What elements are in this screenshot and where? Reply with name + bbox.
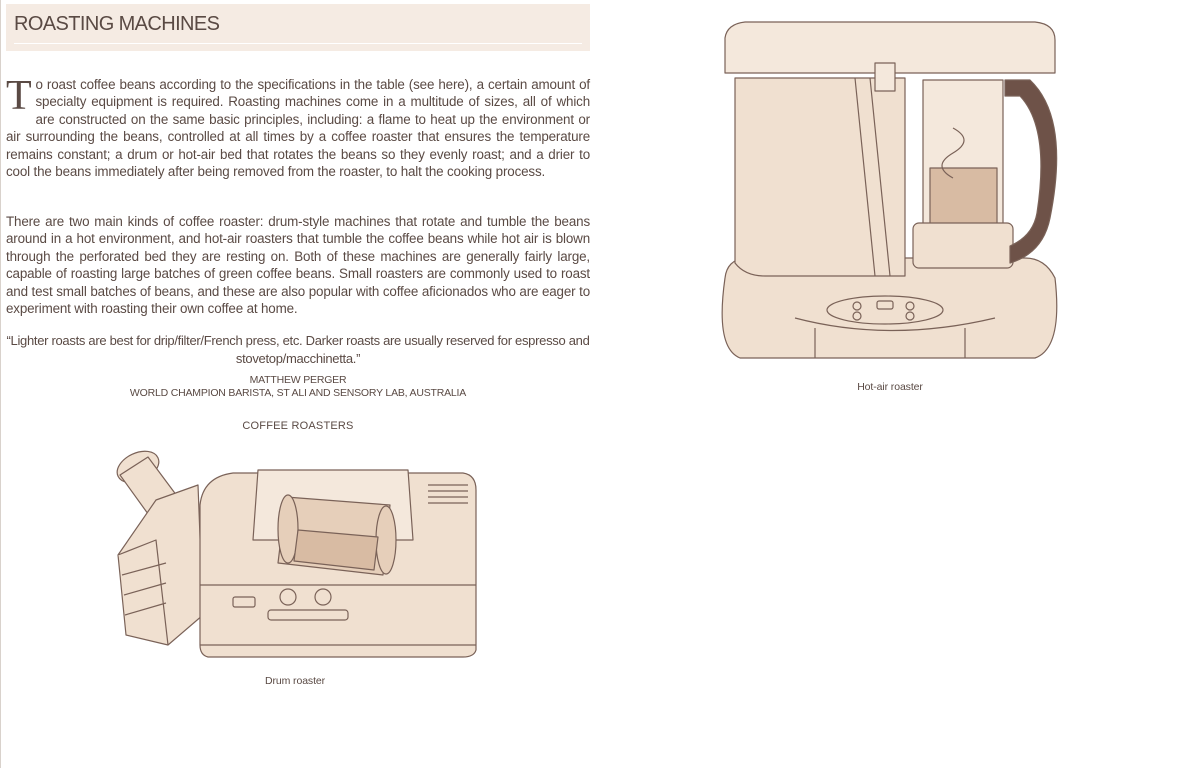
hot-air-roaster-illustration [705, 18, 1075, 373]
pull-quote: “Lighter roasts are best for drip/filter/French press, etc. Darker roasts are usually reserved for espresso and stovetop/macchinetta.” [6, 333, 590, 366]
intro-paragraph-text: o roast coffee beans according to the specifications in the table (see here), a certain amount of specialty equipment is required. Roasting machines come in a multitude of sizes, all of which are constructed on the same basic principles, including: a flame to heat up the environment or air surrounding the beans, controlled at all times by a coffee roaster that ensures the temperature remains constant; a drum or hot-air bed that rotates the beans so they evenly roast; and a drier to cool the beans immediately after being removed from the roaster, to halt the cooking process. [6, 77, 590, 180]
header-rule [14, 43, 582, 44]
roaster-types-paragraph: There are two main kinds of coffee roaster: drum-style machines that rotate and tumble the beans around in a hot environment, and hot-air roasters that tumble the coffee beans while hot air is blown through the perforated bed they are resting on. Both of these machines are generally fairly large, capable of roasting large batches of green coffee beans. Small roasters are commonly used to roast and test small batches of beans, and these are also popular with coffee aficionados who are eager to experiment with roasting their own coffee at home. [6, 214, 590, 317]
section-header [6, 4, 590, 51]
intro-paragraph [6, 73, 590, 180]
quote-author: MATTHEW PERGER [249, 374, 347, 386]
drum-roaster-illustration [108, 445, 488, 675]
drum-roaster-caption: Drum roaster [264, 675, 326, 687]
hot-air-roaster-caption: Hot-air roaster [857, 381, 923, 393]
drop-cap: T [6, 73, 32, 119]
page-title: ROASTING MACHINES [14, 13, 220, 35]
quote-author-role: WORLD CHAMPION BARISTA, ST ALI AND SENSORY LAB, AUSTRALIA [129, 387, 467, 399]
illustrations-heading: COFFEE ROASTERS [242, 420, 354, 432]
page-left-border [0, 0, 1, 768]
